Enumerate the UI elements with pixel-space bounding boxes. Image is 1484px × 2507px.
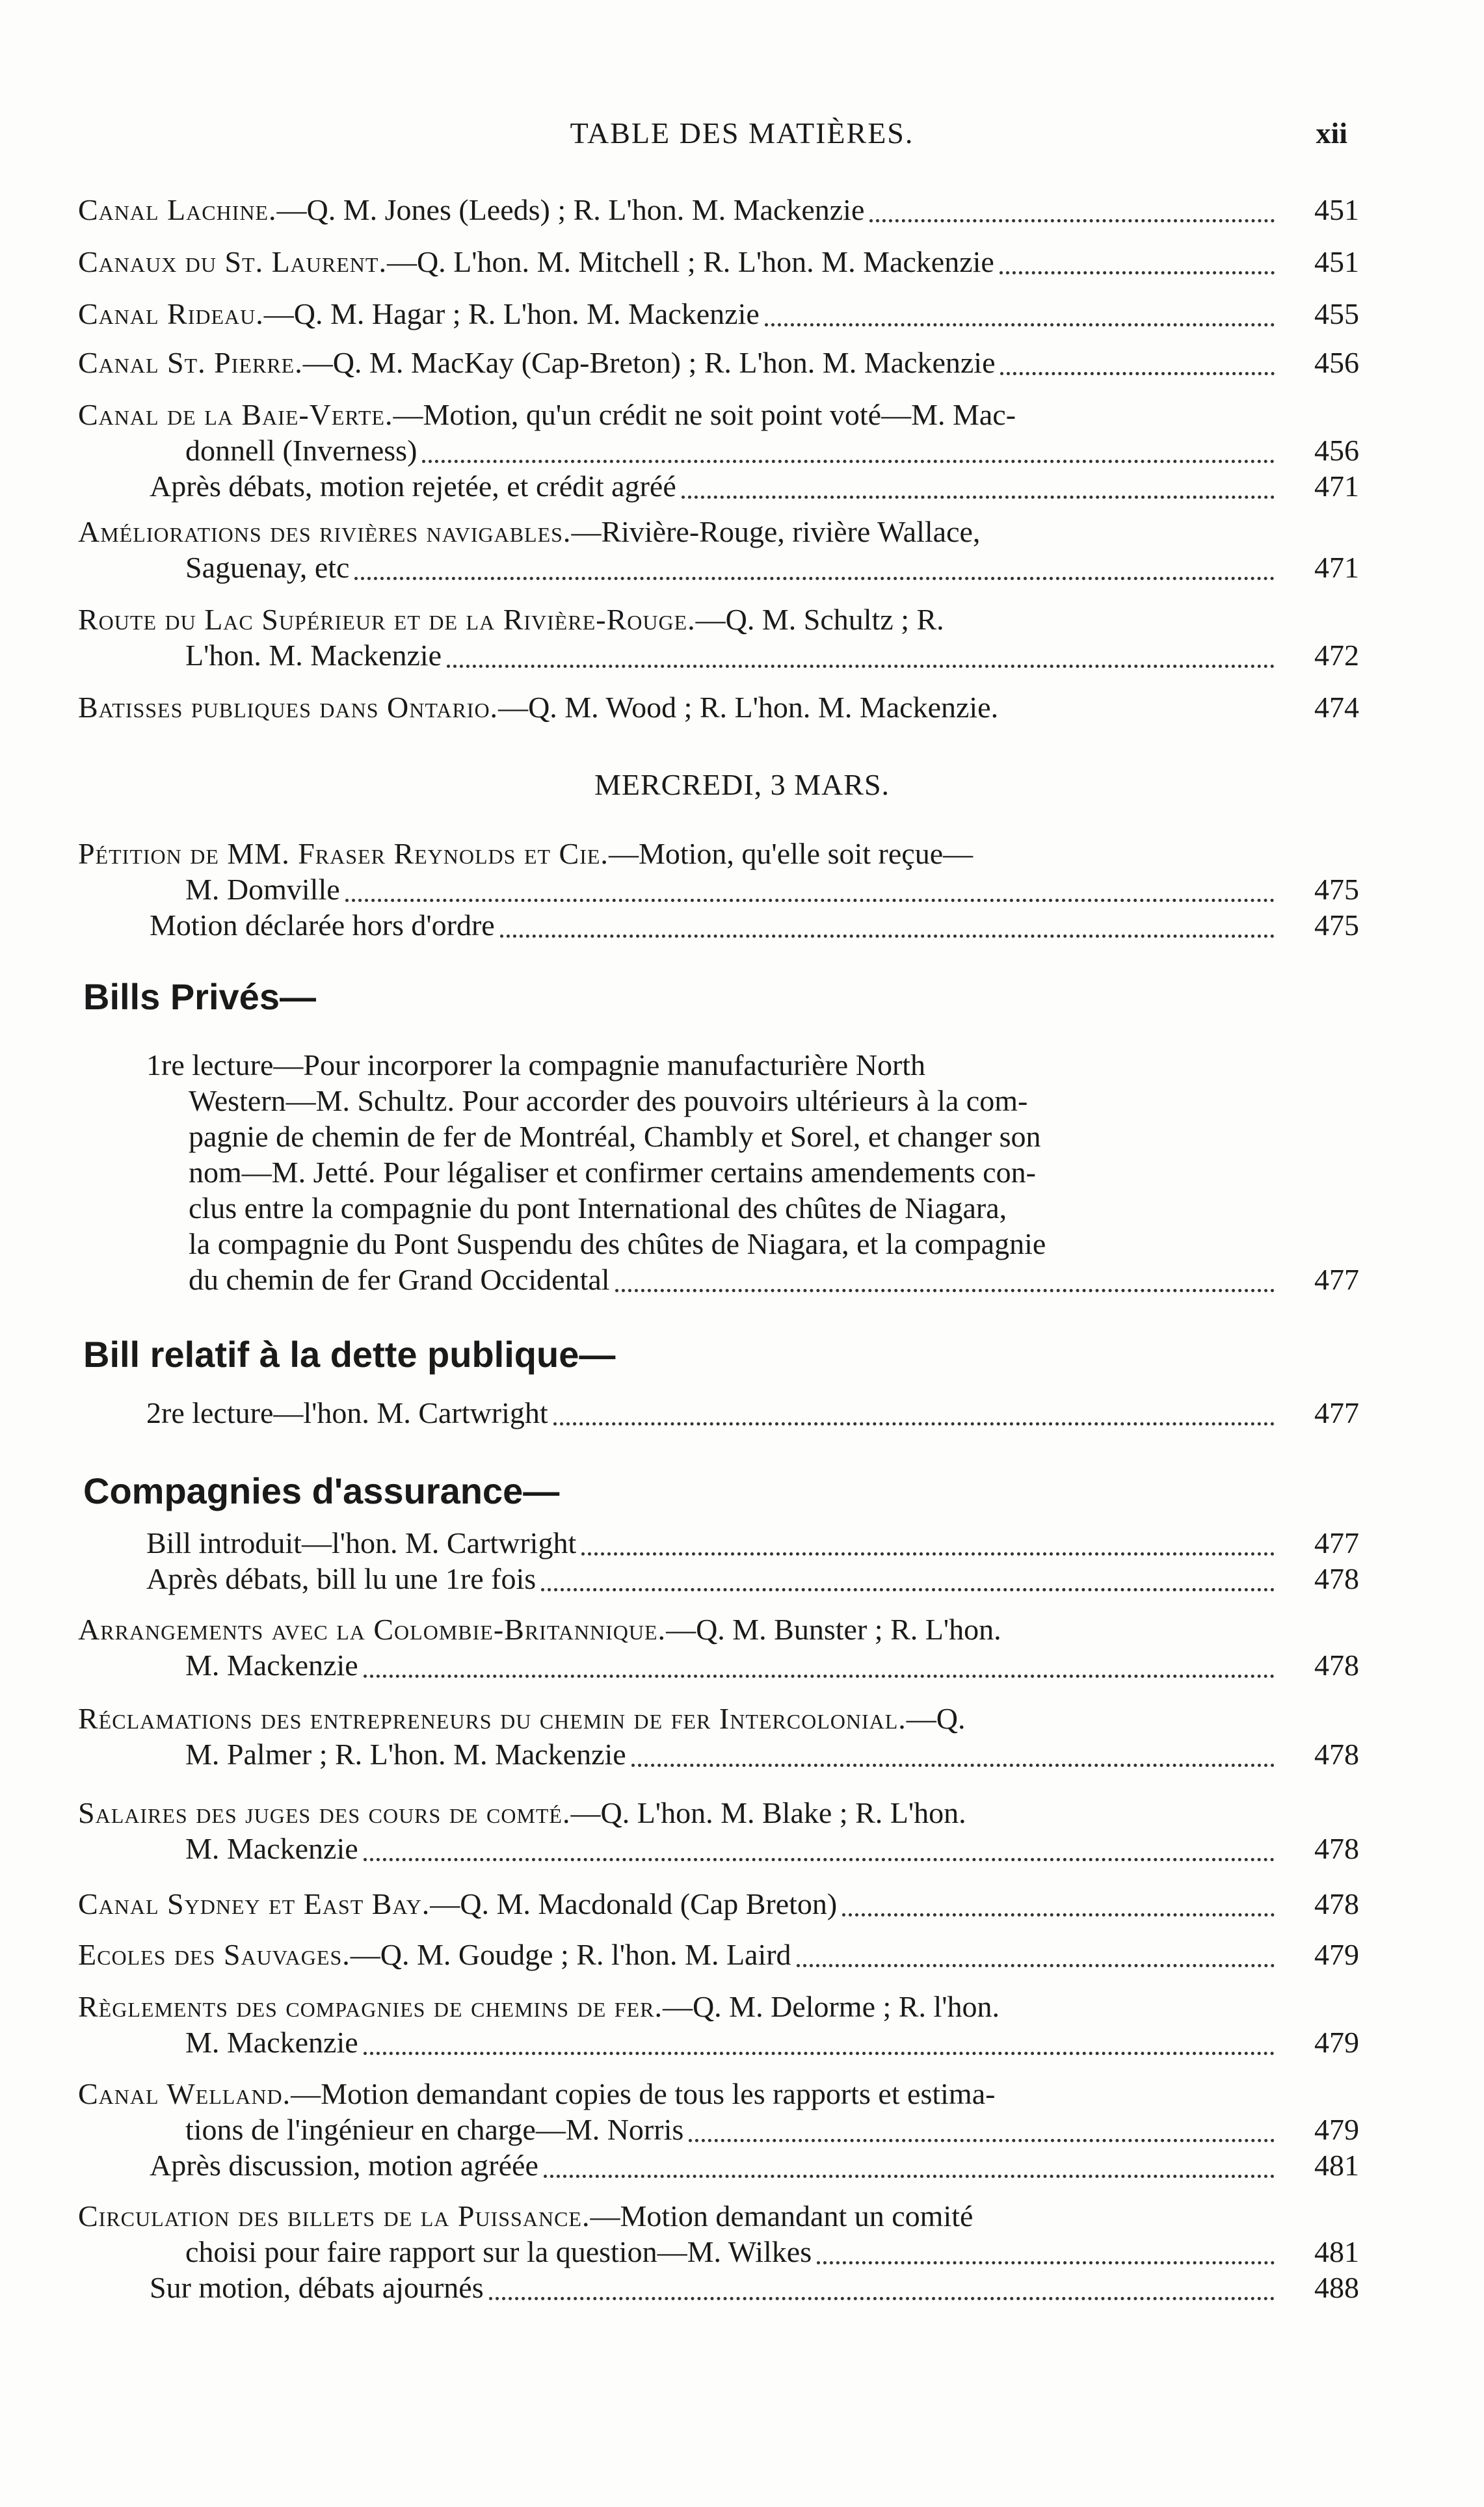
page-ref: 478 (1314, 1738, 1359, 1771)
page-ref: 451 (1314, 193, 1359, 226)
page-ref: 488 (1314, 2271, 1359, 2304)
toc-entry: Canal Rideau.—Q. M. Hagar ; R. L'hon. M. Mackenzie 455 (78, 297, 1359, 330)
page-ref: 451 (1314, 245, 1359, 278)
page-ref: 474 (1314, 691, 1359, 724)
page-ref: 472 (1314, 639, 1359, 672)
page-ref: 478 (1314, 1649, 1359, 1682)
page-ref: 478 (1314, 1832, 1359, 1865)
section-title-bill-dette: Bill relatif à la dette publique— (83, 1334, 616, 1375)
date-heading: MERCREDI, 3 MARS. (594, 768, 890, 801)
page-ref: 477 (1314, 1263, 1359, 1296)
toc-entry-petition: Pétition de MM. Fraser Reynolds et Cie.—Motion, qu'elle soit reçue— M. Domville 475 Motion déclarée hors d'ordre 475 (78, 837, 1359, 942)
toc-entry-circulation: Circulation des billets de la Puissance.—Motion demandant un comité choisi pour faire rapport sur la question—M. Wilkes 481 Sur motion, débats ajournés 488 (78, 2199, 1359, 2304)
toc-entry: Canaux du St. Laurent.—Q. L'hon. M. Mitchell ; R. L'hon. M. Mackenzie 451 (78, 245, 1359, 278)
page-ref: 456 (1314, 346, 1359, 379)
page-ref: 479 (1314, 2113, 1359, 2146)
bill-dette-entry: 2re lecture—l'hon. M. Cartwright 477 (146, 1396, 1359, 1429)
page-ref: 478 (1314, 1887, 1359, 1920)
toc-entry-ameliorations: Améliorations des rivières navigables.—Rivière-Rouge, rivière Wallace, Saguenay, etc 471 (78, 515, 1359, 584)
toc-entry-reglements: Règlements des compagnies de chemins de fer.—Q. M. Delorme ; R. l'hon. M. Mackenzie 479 (78, 1990, 1359, 2059)
page-header (0, 116, 1484, 168)
toc-entry-route: Route du Lac Supérieur et de la Rivière-Rouge.—Q. M. Schultz ; R. L'hon. M. Mackenzie 472 (78, 603, 1359, 672)
toc-entry-batisses: Batisses publiques dans Ontario.—Q. M. Wood ; R. L'hon. M. Mackenzie. 474 (78, 691, 1359, 724)
page-ref: 471 (1314, 470, 1359, 503)
page-ref: 455 (1314, 297, 1359, 330)
page-ref: 471 (1314, 551, 1359, 584)
page-ref: 481 (1314, 2235, 1359, 2268)
page-ref: 481 (1314, 2149, 1359, 2182)
section-title-bills-prives: Bills Privés— (83, 976, 316, 1017)
toc-entry: Canal Lachine.—Q. M. Jones (Leeds) ; R. L'hon. M. Mackenzie 451 (78, 193, 1359, 226)
toc-entry: Réclamations des entrepreneurs du chemin de fer Intercolonial.—Q. M. Palmer ; R. L'hon. M. Mackenzie 478 (78, 1702, 1359, 1771)
toc-entry-ecoles: Ecoles des Sauvages.—Q. M. Goudge ; R. l'hon. M. Laird 479 (78, 1938, 1359, 1971)
section-title-assurance: Compagnies d'assurance— (83, 1470, 560, 1511)
page-ref: 477 (1314, 1396, 1359, 1429)
toc-entry-welland: Canal Welland.—Motion demandant copies de tous les rapports et estima- tions de l'ingénieur en charge—M. Norris 479 Après discussion, motion agréée 481 (78, 2077, 1359, 2182)
page-ref: 479 (1314, 2026, 1359, 2059)
toc-entry: Canal St. Pierre.—Q. M. MacKay (Cap-Breton) ; R. L'hon. M. Mackenzie 456 (78, 346, 1359, 379)
page-ref: 475 (1314, 873, 1359, 906)
assurance-entries: Bill introduit—l'hon. M. Cartwright 477 Après débats, bill lu une 1re fois 478 (146, 1526, 1359, 1595)
page-ref: 456 (1314, 434, 1359, 467)
page-ref: 479 (1314, 1938, 1359, 1971)
header-title: TABLE DES MATIÈRES. (570, 116, 914, 150)
toc-entry-sydney: Canal Sydney et East Bay.—Q. M. Macdonald (Cap Breton) 478 (78, 1887, 1359, 1920)
page-ref: 475 (1314, 909, 1359, 942)
page-ref: 477 (1314, 1526, 1359, 1559)
header-page-number: xii (1316, 116, 1347, 150)
toc-entry: Arrangements avec la Colombie-Britannique.—Q. M. Bunster ; R. L'hon. M. Mackenzie 478 (78, 1613, 1359, 1682)
page-ref: 478 (1314, 1562, 1359, 1595)
bills-prives-paragraph: 1re lecture—Pour incorporer la compagnie manufacturière North Western—M. Schultz. Pour accorder des pouvoirs ultérieurs à la com- pagnie de chemin de fer de Montréal, Chambly et Sorel, et changer son nom—M. Jetté. Pour légaliser et confirmer certains amendements con- clus entre la compagnie du pont International des chûtes de Niagara, la compagnie du Pont Suspendu des chûtes de Niagara, et la compagnie du chemin de fer Grand Occidental 477 (146, 1048, 1359, 1296)
toc-entry: Salaires des juges des cours de comté.—Q. L'hon. M. Blake ; R. L'hon. M. Mackenzie 478 (78, 1796, 1359, 1865)
toc-entry-baie-verte: Canal de la Baie-Verte.—Motion, qu'un crédit ne soit point voté—M. Mac- donnell (Inverness) 456 Après débats, motion rejetée, et crédit agréé 471 (78, 398, 1359, 503)
